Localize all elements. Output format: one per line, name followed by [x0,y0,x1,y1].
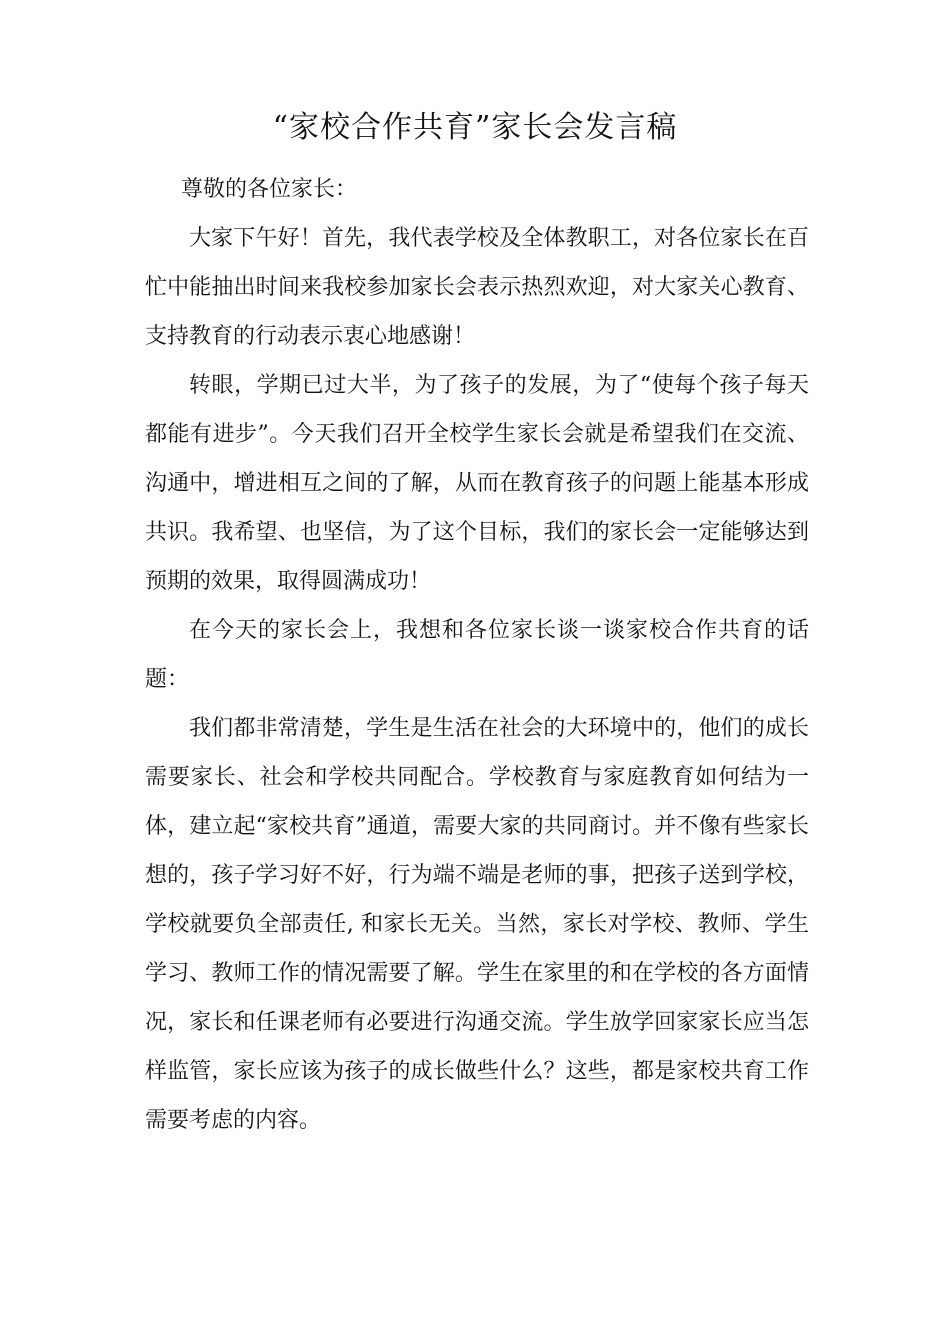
paragraph-topic: 在今天的家长会上，我想和各位家长谈一谈家校合作共育的话题： [145,618,809,692]
document-title: “家校合作共育”家长会发言稿 [272,110,678,145]
paragraph-greeting: 大家下午好！首先，我代表学校及全体教职工，对各位家长在百忙中能抽出时间来我校参加家长会表示热烈欢迎，对大家关心教育、支持教育的行动表示衷心地感谢！ [145,226,809,349]
paragraph-cooperation: 我们都非常清楚，学生是生活在社会的大环境中的，他们的成长需要家长、社会和学校共同配合。学校教育与家庭教育如何结为一体，建立起“家校共育”通道，需要大家的共同商讨。并不像有些家长想的，孩子学习好不好，行为端不端是老师的事，把孩子送到学校，学校就要负全部责任, 和家长无关。当然，家长对学校、教师、学生学习、教师工作的情况需要了解。学生在家里的和在学校的各方面情况，家长和任课老师有必要进行沟通交流。学生放学回家家长应当怎样监管，家长应该为孩子的成长做些什么？这些，都是家校共育工作需要考虑的内容。 [145,716,809,1133]
document-body [145,165,809,1145]
salutation: 尊敬的各位家长： [181,177,358,202]
paragraph-purpose: 转眼，学期已过大半，为了孩子的发展，为了“使每个孩子每天都能有进步”。今天我们召开全校学生家长会就是希望我们在交流、沟通中，增进相互之间的了解，从而在教育孩子的问题上能基本形成共识。我希望、也坚信，为了这个目标，我们的家长会一定能够达到预期的效果，取得圆满成功！ [145,373,809,594]
